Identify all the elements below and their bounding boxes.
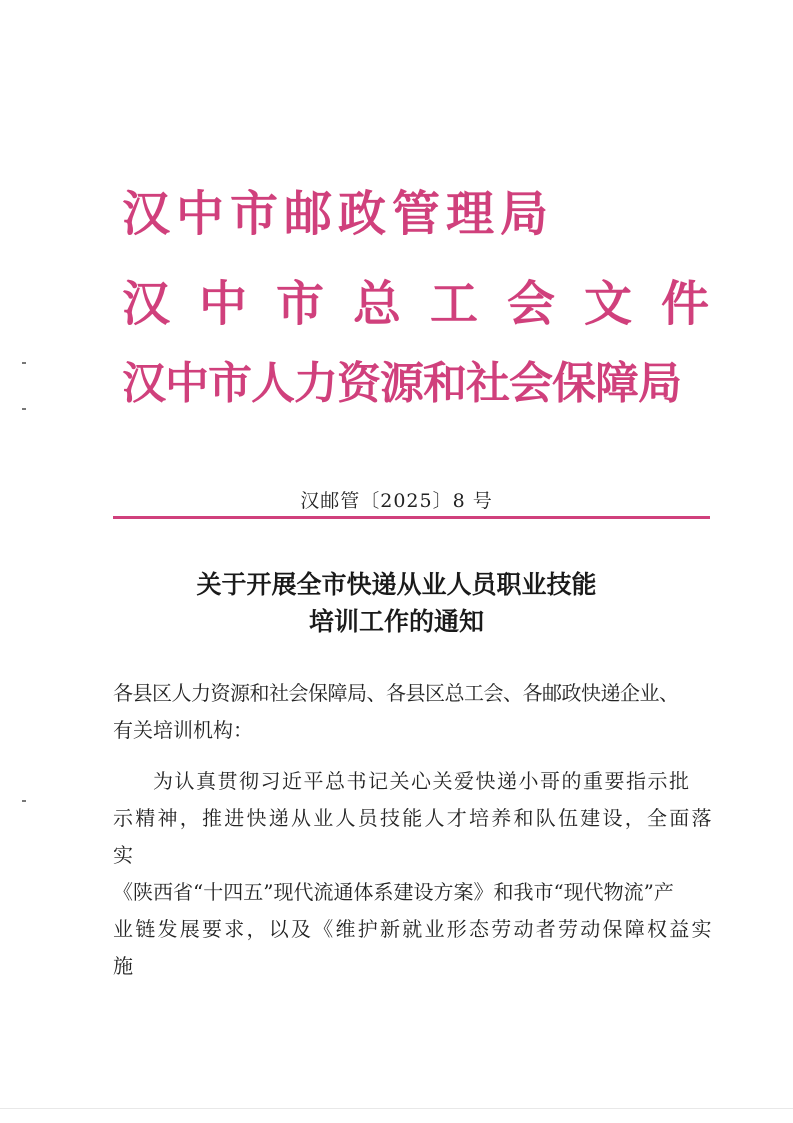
document-number: 汉邮管〔2025〕8 号	[300, 490, 493, 512]
paragraph-line-3: 《陕西省“十四五”现代流通体系建设方案》和我市“现代物流”产	[113, 880, 674, 904]
scan-artifact	[22, 362, 26, 364]
paragraph-line-1: 为认真贯彻习近平总书记关心关爱快递小哥的重要指示批	[153, 769, 691, 793]
scan-artifact	[22, 408, 26, 410]
paragraph-line-2: 示精神，推进快递从业人员技能人才培养和队伍建设，全面落实	[113, 806, 713, 867]
scan-artifact	[22, 800, 26, 802]
addressee-line-1: 各县区人力资源和社会保障局、各县区总工会、各邮政快递企业、	[113, 681, 679, 705]
issuer-postal-administration: 汉中市邮政管理局	[122, 186, 555, 242]
body-paragraph	[113, 763, 713, 985]
issuer-trade-union: 汉中市总工会文件	[122, 276, 739, 332]
paragraph-line-4: 业链发展要求，以及《维护新就业形态劳动者劳动保障权益实施	[113, 917, 713, 978]
red-separator-line	[113, 516, 710, 519]
addressee-line-2: 有关培训机构：	[113, 718, 253, 742]
title-line-2: 培训工作的通知	[308, 607, 484, 636]
issuer-human-resources-bureau: 汉中市人力资源和社会保障局	[122, 358, 681, 409]
title-line-1: 关于开展全市快递从业人员职业技能	[196, 570, 597, 599]
document-title	[0, 566, 793, 640]
page-edge-line	[0, 1108, 793, 1109]
addressee	[113, 675, 713, 749]
